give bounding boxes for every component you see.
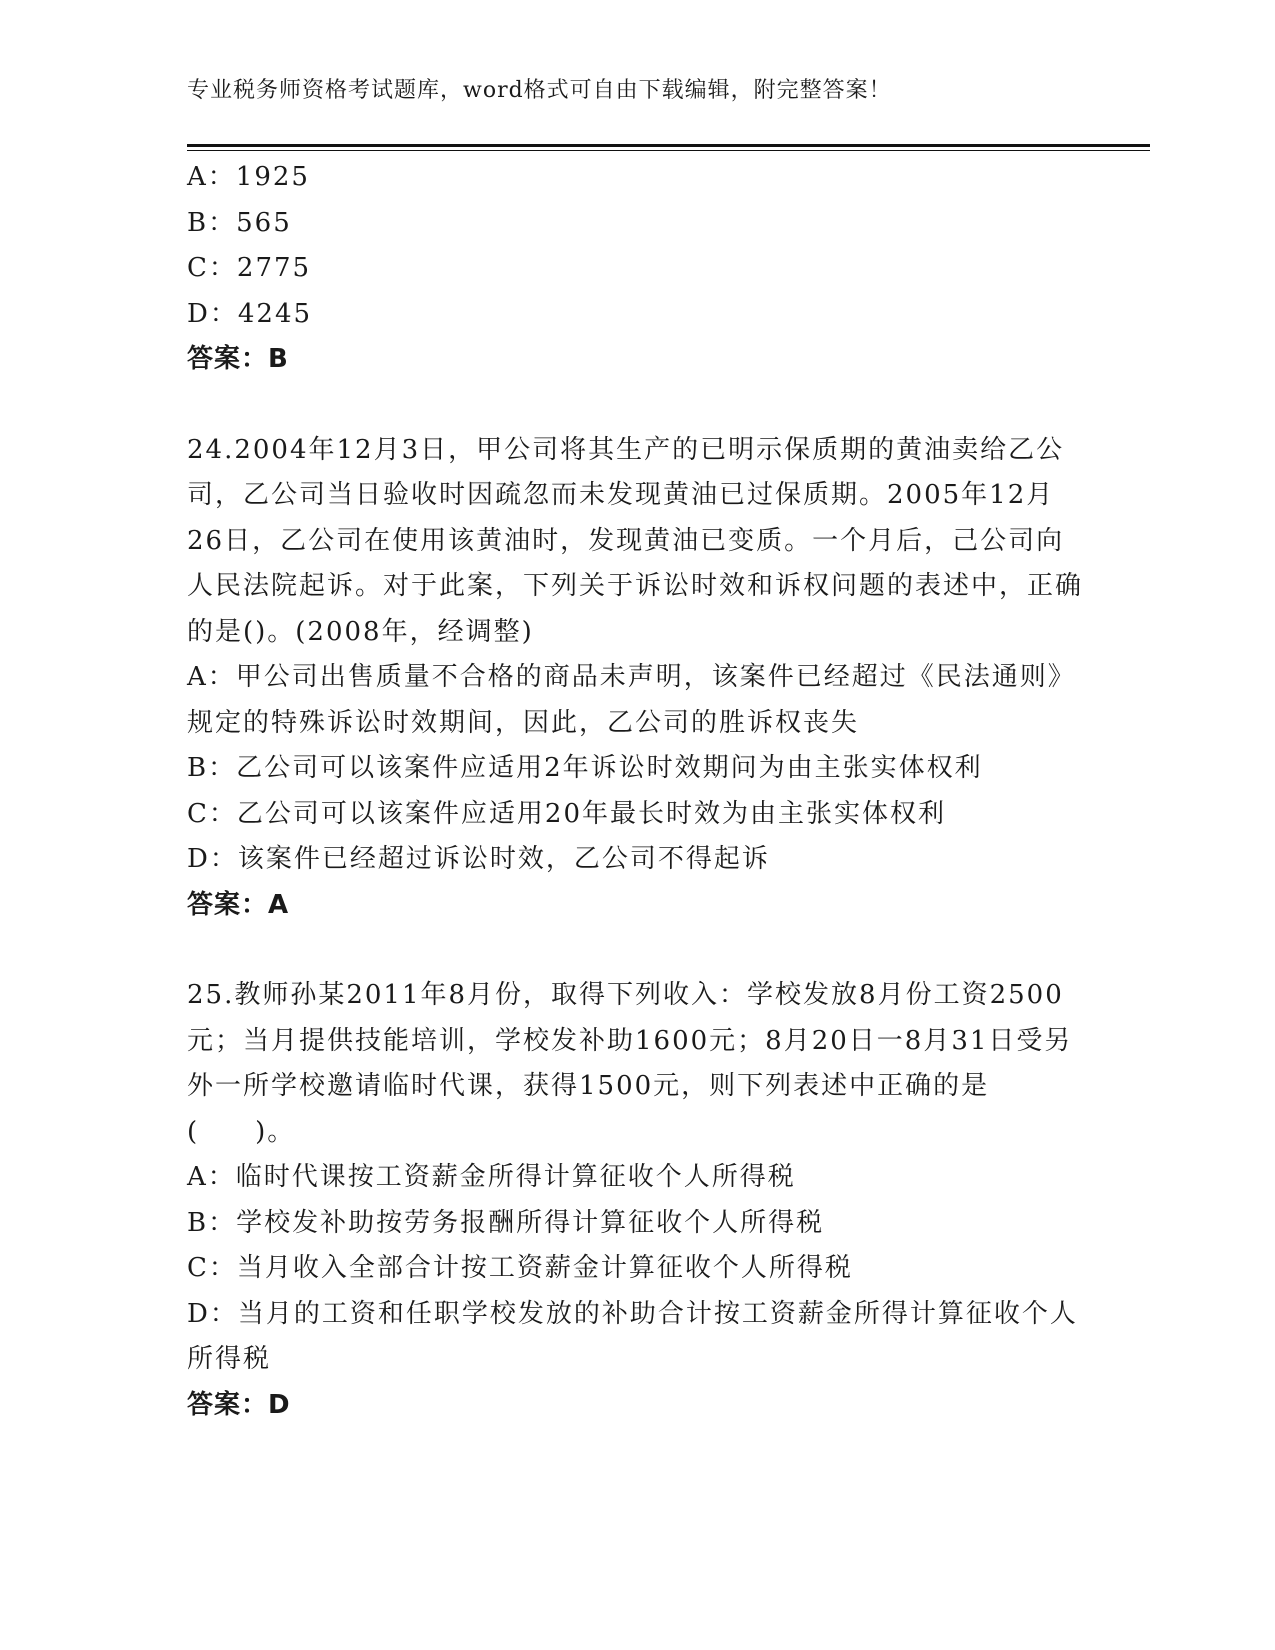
option-d: D：当月的工资和任职学校发放的补助合计按工资薪金所得计算征收个人所得税 [187, 1298, 1078, 1374]
answer: 答案：D [187, 1389, 291, 1420]
question-24 [187, 428, 1087, 929]
option-a: A：临时代课按工资薪金所得计算征收个人所得税 [187, 1162, 796, 1192]
question-stem: 24.2004年12月3日，甲公司将其生产的已明示保质期的黄油卖给乙公司，乙公司当日验收时因疏忽而未发现黄油已过保质期。2005年12月26日，乙公司在使用该黄油时，发现黄油已变质。一个月后，己公司向人民法院起诉。对于此案，下列关于诉讼时效和诉权问题的表述中，正确的是()。(2008年，经调整) [187, 434, 1084, 647]
option-a: A：甲公司出售质量不合格的商品未声明，该案件已经超过《民法通则》规定的特殊诉讼时效期间，因此，乙公司的胜诉权丧失 [187, 662, 1076, 738]
question-25 [187, 973, 1087, 1428]
option-d: D：该案件已经超过诉讼时效，乙公司不得起诉 [187, 844, 770, 874]
option-c: C：乙公司可以该案件应适用20年最长时效为由主张实体权利 [187, 798, 946, 829]
option-b: B：学校发补助按劳务报酬所得计算征收个人所得税 [187, 1207, 825, 1238]
document-content [187, 155, 1087, 1428]
option-b: B：565 [187, 207, 292, 238]
option-c: C：2775 [187, 253, 312, 283]
answer: 答案：B [187, 344, 289, 374]
option-d: D：4245 [187, 298, 313, 329]
prev-question [187, 155, 1087, 383]
question-stem: 25.教师孙某2011年8月份，取得下列收入：学校发放8月份工资2500元；当月提供技能培训，学校发补助1600元；8月20日一8月31日受另外一所学校邀请临时代课，获得1500元，则下列表述中正确的是( )。 [187, 980, 1073, 1147]
option-a: A：1925 [187, 162, 310, 192]
option-b: B：乙公司可以该案件应适用2年诉讼时效期问为由主张实体权利 [187, 753, 983, 783]
page-header: 专业税务师资格考试题库，word格式可自由下载编辑，附完整答案！ [187, 78, 892, 103]
option-c: C：当月收入全部合计按工资薪金计算征收个人所得税 [187, 1253, 853, 1283]
header-rule-thick [187, 144, 1150, 147]
header-rule-thin [187, 150, 1150, 151]
answer: 答案：A [187, 889, 290, 920]
